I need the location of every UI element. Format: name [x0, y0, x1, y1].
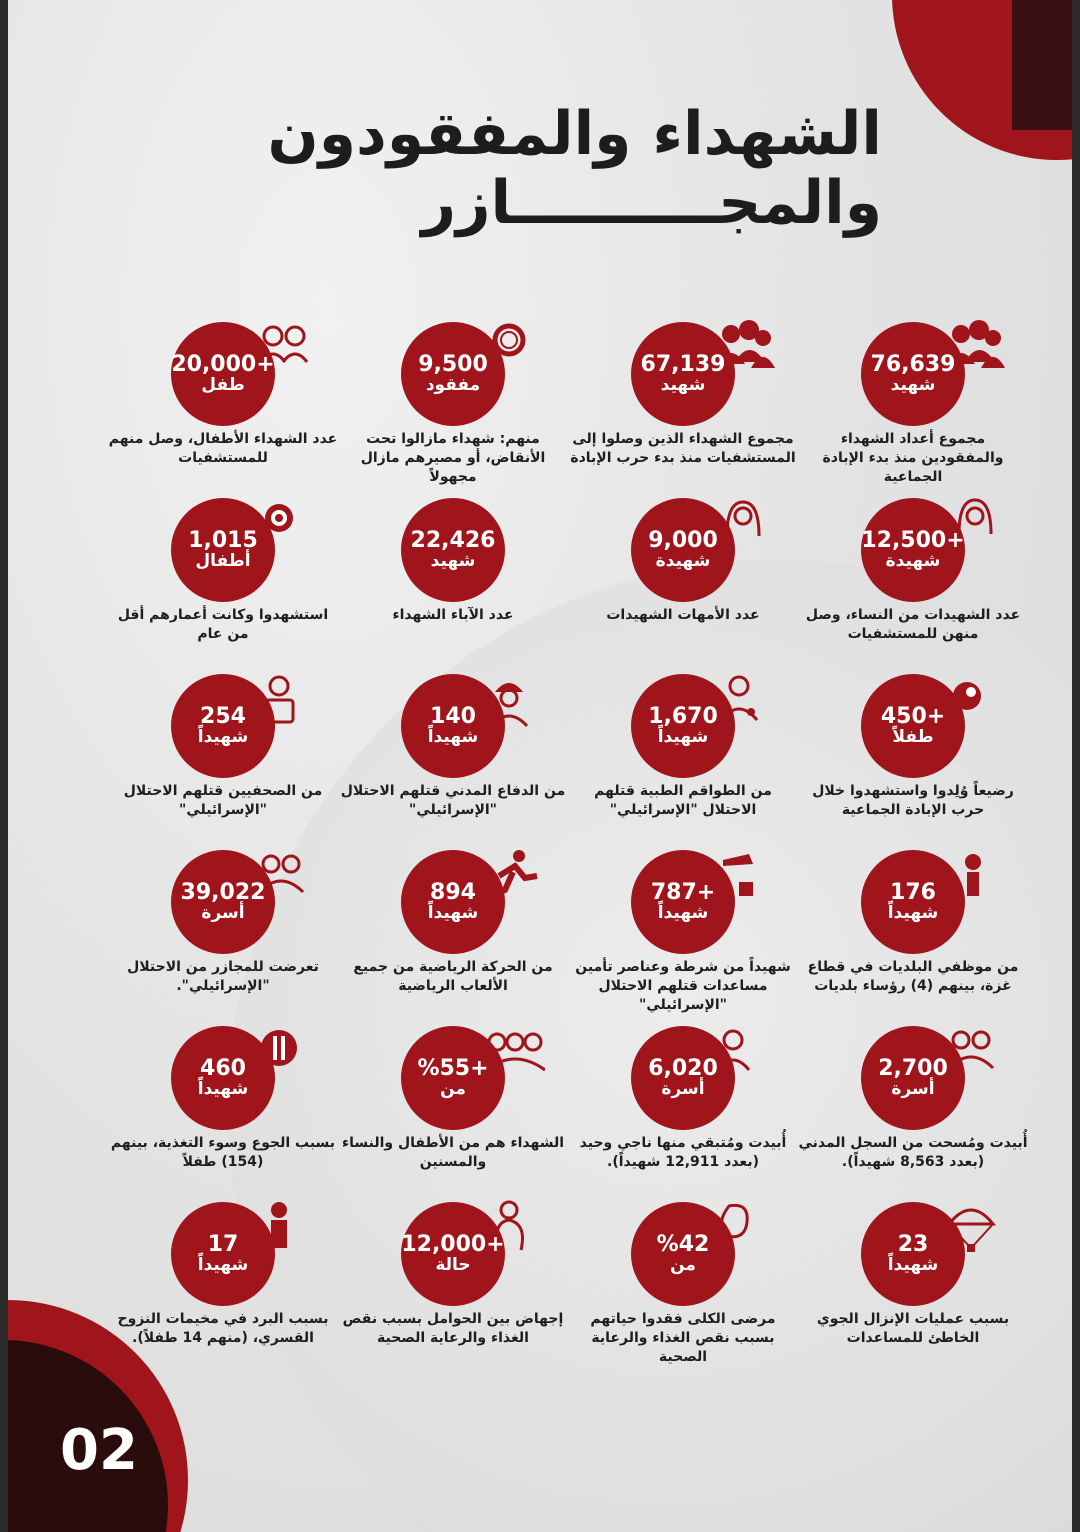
stat-circle [171, 322, 275, 426]
stat-number: 39,022 [180, 879, 266, 905]
stat-circle [171, 1202, 275, 1306]
stat-description: من الدفاع المدني قتلهم الاحتلال "الإسرائيلي" [340, 783, 566, 818]
stat-unit: من [440, 1078, 466, 1099]
stat-unit: شهيداً [657, 902, 709, 923]
stat-card [798, 318, 1028, 494]
stat-card [338, 670, 568, 846]
stat-number: 12,500+ [861, 527, 965, 553]
stat-description: مجموع أعداد الشهداء والمفقودين منذ بدء الإبادة الجماعية [822, 431, 1004, 485]
stat-number: %42 [656, 1231, 710, 1257]
stat-circle [171, 850, 275, 954]
stat-card [568, 1022, 798, 1198]
stat-description: من الطواقم الطبية قتلهم الاحتلال "الإسرائيلي" [594, 783, 772, 818]
stat-unit: شهيداً [887, 902, 939, 923]
stat-number: 894 [430, 879, 476, 905]
stat-description: من موظفي البلديات في قطاع غزة، بينهم (4) رؤساء بلديات [807, 959, 1019, 994]
stat-description: تعرضت للمجازر من الاحتلال "الإسرائيلي". [127, 959, 319, 994]
stat-number: 17 [207, 1231, 239, 1257]
stat-unit: شهيد [660, 374, 706, 395]
stat-number: 6,020 [648, 1055, 718, 1081]
infographic-page [8, 0, 1072, 1532]
stat-unit: شهيداً [887, 1254, 939, 1275]
stat-description: عدد الشهيدات من النساء، وصل منهن للمستشفيات [805, 607, 1021, 642]
stat-card [338, 318, 568, 494]
page-title-line-2: والمجــــــــــازر [421, 168, 882, 238]
stat-description: من الصحفيين قتلهم الاحتلال "الإسرائيلي" [123, 783, 323, 818]
stat-card [108, 846, 338, 1022]
stat-circle [861, 498, 965, 602]
stat-unit: شهيداً [657, 726, 709, 747]
stat-description: عدد الأمهات الشهيدات [606, 607, 760, 623]
stat-description: من الحركة الرياضية من جميع الألعاب الرياضية [353, 959, 553, 994]
stat-description: إجهاض بين الحوامل بسبب نقص الغذاء والرعاية الصحية [342, 1311, 564, 1346]
stat-card [798, 846, 1028, 1022]
stat-circle [401, 850, 505, 954]
stat-circle [631, 1026, 735, 1130]
stat-circle [401, 1202, 505, 1306]
stat-description: رضيعاً وُلِدوا واستشهدوا خلال حرب الإبادة الجماعية [812, 783, 1014, 818]
stat-unit: شهيداً [197, 726, 249, 747]
stat-unit: شهيد [430, 550, 476, 571]
stat-circle [171, 1026, 275, 1130]
stat-circle [631, 850, 735, 954]
stat-circle [631, 674, 735, 778]
stat-unit: مفقود [425, 374, 481, 395]
stat-circle [171, 674, 275, 778]
stat-unit: طفل [201, 374, 245, 395]
stat-description: أُبيدت ومُتبقي منها ناجي وحيد (بعدد 12,911 شهيداً). [579, 1135, 787, 1170]
stat-card [568, 318, 798, 494]
stat-card [108, 494, 338, 670]
stat-unit: حالة [435, 1254, 471, 1275]
stat-number: 9,500 [418, 351, 488, 377]
stat-unit: من [670, 1254, 696, 1275]
stat-number: 2,700 [878, 1055, 948, 1081]
stat-unit: شهيداً [197, 1078, 249, 1099]
stat-number: 20,000+ [171, 351, 275, 377]
stat-card [798, 494, 1028, 670]
stat-unit: أطفال [195, 550, 251, 571]
stat-unit: طفلاً [892, 726, 934, 747]
stat-card [568, 846, 798, 1022]
stat-card [338, 494, 568, 670]
stat-number: 176 [890, 879, 936, 905]
stat-unit: شهيدة [655, 550, 711, 571]
page-title-line-1: الشهداء والمفقودون [267, 99, 882, 169]
stat-unit: أسرة [891, 1078, 935, 1099]
stat-card [338, 1198, 568, 1374]
stat-number: %55+ [417, 1055, 489, 1081]
stat-circle [861, 850, 965, 954]
stat-card [338, 846, 568, 1022]
stat-card [108, 318, 338, 494]
stat-unit: أسرة [661, 1078, 705, 1099]
stat-circle [401, 322, 505, 426]
stat-circle [861, 674, 965, 778]
stat-unit: شهيداً [197, 1254, 249, 1275]
stats-grid [108, 318, 1028, 1374]
stat-card [568, 1198, 798, 1374]
stat-number: 450+ [880, 703, 946, 729]
stat-number: 23 [897, 1231, 929, 1257]
stat-unit: شهيداً [427, 902, 479, 923]
stat-card [568, 494, 798, 670]
stat-description: بسبب عمليات الإنزال الجوي الخاطئ للمساعدات [816, 1311, 1010, 1346]
stat-number: 76,639 [870, 351, 956, 377]
stat-description: أُبيدت ومُسحت من السجل المدني (بعدد 8,563 شهيداً). [798, 1135, 1028, 1170]
stat-card [108, 670, 338, 846]
stat-description: منهم: شهداء مازالوا تحت الأنقاض، أو مصيرهم مازال مجهولاً [360, 431, 546, 485]
stat-number: 12,000+ [401, 1231, 505, 1257]
stat-circle [631, 1202, 735, 1306]
stat-card [798, 1198, 1028, 1374]
stat-circle [401, 1026, 505, 1130]
stat-circle [861, 322, 965, 426]
stat-number: 1,015 [188, 527, 258, 553]
stat-card [798, 670, 1028, 846]
stat-card [108, 1022, 338, 1198]
page-title [162, 100, 882, 238]
stat-card [108, 1198, 338, 1374]
stat-description: مجموع الشهداء الذين وصلوا إلى المستشفيات منذ بدء حرب الإبادة [570, 431, 796, 466]
stat-circle [401, 498, 505, 602]
stat-circle [861, 1202, 965, 1306]
stat-description: بسبب الجوع وسوء التغذية، بينهم (154) طفلاً [110, 1135, 336, 1170]
stat-number: 254 [200, 703, 246, 729]
stat-unit: أسرة [201, 902, 245, 923]
stat-description: شهيداً من شرطة وعناصر تأمين مساعدات قتلهم الاحتلال "الإسرائيلي" [575, 959, 791, 1013]
stat-number: 460 [200, 1055, 246, 1081]
stat-number: 22,426 [410, 527, 496, 553]
stat-card [568, 670, 798, 846]
stat-number: 67,139 [640, 351, 726, 377]
page-number: 02 [60, 1418, 138, 1483]
stat-description: استشهدوا وكانت أعمارهم أقل من عام [117, 607, 329, 642]
stat-description: عدد الآباء الشهداء [392, 607, 514, 623]
stat-card [338, 1022, 568, 1198]
stat-unit: شهيداً [427, 726, 479, 747]
stat-description: الشهداء هم من الأطفال والنساء والمسنين [341, 1135, 565, 1170]
stat-number: 9,000 [648, 527, 718, 553]
stat-description: بسبب البرد في مخيمات النزوح القسري، (منهم 14 طفلاً). [117, 1311, 329, 1346]
stat-number: 787+ [650, 879, 716, 905]
corner-decoration-top-right-dark [1012, 0, 1072, 130]
stat-circle [631, 498, 735, 602]
stat-card [798, 1022, 1028, 1198]
stat-description: عدد الشهداء الأطفال، وصل منهم للمستشفيات [108, 431, 338, 466]
stat-circle [631, 322, 735, 426]
stat-number: 140 [430, 703, 476, 729]
stat-number: 1,670 [648, 703, 718, 729]
stat-unit: شهيدة [885, 550, 941, 571]
stat-unit: شهيد [890, 374, 936, 395]
stat-description: مرضى الكلى فقدوا حياتهم بسبب نقص الغذاء والرعاية الصحية [590, 1311, 776, 1365]
stat-circle [171, 498, 275, 602]
stat-circle [861, 1026, 965, 1130]
stat-circle [401, 674, 505, 778]
